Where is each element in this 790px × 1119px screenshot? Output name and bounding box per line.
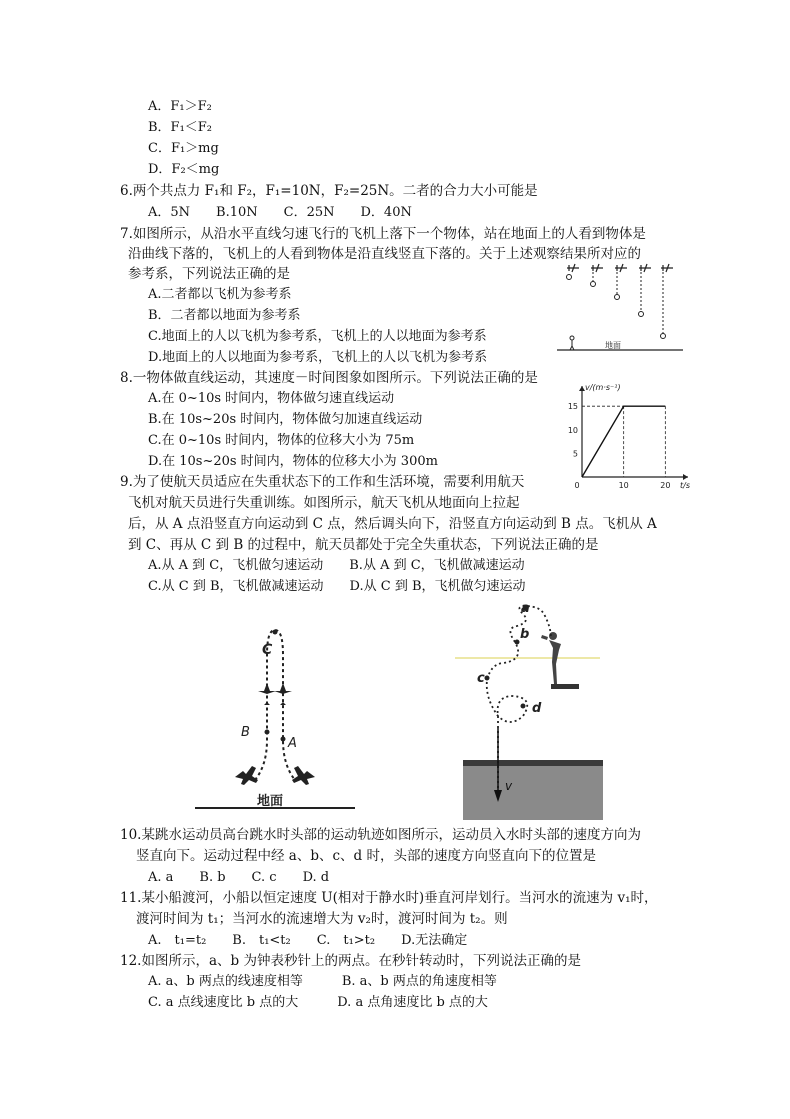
q6-stem: 6.两个共点力 F₁和 F₂，F₁=10N，F₂=25N。二者的合力大小可能是: [120, 183, 538, 199]
q6-options: A．5N B.10N C．25N D．40N: [148, 205, 412, 220]
q7-figure: [555, 262, 685, 357]
q8-option-c: C.在 0~10s 时间内，物体的位移大小为 75m: [148, 433, 415, 448]
q10-figure: [455, 598, 605, 820]
q7-stem-line-2: 沿曲线下落的，飞机上的人看到物体是沿直线竖直下落的。关于上述观察结果所对应的: [128, 246, 641, 262]
q5-option-d: D．F₂＜mg: [148, 162, 220, 177]
q10-velocity-label: v: [505, 779, 513, 793]
q10-label-a: a: [521, 601, 530, 616]
x-tick-label: 0: [574, 481, 580, 490]
trajectory-path: [255, 630, 295, 780]
q8-option-d: D.在 10s~20s 时间内，物体的位移大小为 300m: [148, 454, 438, 469]
q12-stem: 12.如图所示，a、b 为钟表秒针上的两点。在秒针转动时，下列说法正确的是: [120, 953, 581, 969]
q10-label-d: d: [532, 701, 542, 716]
q7-stem-line-1: 7.如图所示，从沿水平直线匀速飞行的飞机上落下一个物体，站在地面上的人看到物体是: [120, 226, 646, 242]
q9-stem-line-1: 9.为了使航天员适应在失重状态下的工作和生活环境，需要利用航天: [120, 474, 525, 490]
falling-object-positions: [567, 272, 666, 339]
q8-option-a: A.在 0~10s 时间内，物体做匀速直线运动: [148, 391, 395, 406]
q5-option-b: B．F₁＜F₂: [148, 120, 213, 135]
q9-stem-line-4: 到 C、再从 C 到 B 的过程中，航天员都处于完全失重状态，下列说法正确的是: [128, 537, 599, 553]
q5-option-a: A．F₁＞F₂: [148, 99, 212, 114]
q7-option-b: B．二者都以地面为参考系: [148, 308, 301, 323]
x-axis-arrow: [683, 474, 688, 480]
q10-stem-line-2: 竖直向下。运动过程中经 a、b、c、d 时，头部的速度方向竖直向下的位置是: [136, 848, 596, 864]
q9-stem-line-2: 飞机对航天员进行失重训练。如图所示，航天飞机从地面向上拉起: [128, 495, 520, 511]
q8-velocity-time-chart: [560, 382, 690, 492]
q5-option-c: C．F₁＞mg: [148, 141, 219, 156]
q11-stem-line-1: 11.某小船渡河，小船以恒定速度 U(相对于静水时)垂直河岸划行。当河水的流速为 v₁时，: [120, 890, 658, 906]
q10-label-c: c: [477, 671, 485, 686]
q10-options: A. a B. b C. c D. d: [148, 870, 330, 885]
q7-stem-line-3: 参考系，下列说法正确的是: [128, 266, 290, 282]
y-axis-label: v/(m·s⁻¹): [585, 383, 621, 392]
q9-options-row-1: A.从 A 到 C，飞机做匀速运动 B.从 A 到 C，飞机做减速运动: [148, 558, 525, 573]
q9-stem-line-3: 后，从 A 点沿竖直方向运动到 C 点，然后调头向下，沿竖直方向运动到 B 点。飞机从 A: [128, 516, 657, 532]
airplane-icons: [567, 264, 673, 272]
q7-ground-label: 地面: [605, 341, 621, 350]
y-tick-label: 10: [567, 425, 578, 435]
q10-stem-line-1: 10.某跳水运动员高台跳水时头部的运动轨迹如图所示，运动员入水时头部的速度方向为: [120, 827, 641, 843]
x-tick-label: 20: [660, 481, 671, 490]
q9-ground-label: 地面: [257, 794, 284, 809]
q11-stem-line-2: 渡河时间为 t₁；当河水的流速增大为 v₂时，渡河时间为 t₂。则: [136, 911, 508, 927]
x-axis-label: t/s: [680, 481, 690, 490]
y-tick-label: 5: [572, 449, 578, 459]
q8-stem: 8.一物体做直线运动，其速度－时间图象如图所示。下列说法正确的是: [120, 370, 538, 386]
person-icon: [570, 336, 574, 350]
diving-platform: [551, 684, 579, 689]
q9-figure: [195, 625, 360, 820]
q11-options: A. t₁=t₂ B. t₁<t₂ C. t₁>t₂ D.无法确定: [148, 933, 468, 948]
q8-option-b: B.在 10s~20s 时间内，物体做匀加速直线运动: [148, 412, 423, 427]
x-tick-label: 10: [618, 481, 629, 490]
q9-label-a: A: [288, 736, 297, 751]
q9-label-b: B: [241, 725, 250, 740]
q7-option-c: C.地面上的人以飞机为参考系，飞机上的人以地面为参考系: [148, 329, 487, 344]
q7-option-d: D.地面上的人以地面为参考系，飞机上的人以飞机为参考系: [148, 350, 488, 365]
q7-option-a: A.二者都以飞机为参考系: [148, 287, 292, 302]
q10-label-b: b: [520, 627, 530, 642]
q12-options-row-1: A. a、b 两点的线速度相等 B. a、b 两点的角速度相等: [148, 974, 497, 989]
q9-label-c: C: [262, 642, 273, 658]
q9-options-row-2: C.从 C 到 B，飞机做减速运动 D.从 C 到 B，飞机做匀速运动: [148, 579, 526, 594]
y-tick-label: 15: [567, 402, 578, 412]
q12-options-row-2: C. a 点线速度比 b 点的大 D. a 点角速度比 b 点的大: [148, 995, 488, 1010]
